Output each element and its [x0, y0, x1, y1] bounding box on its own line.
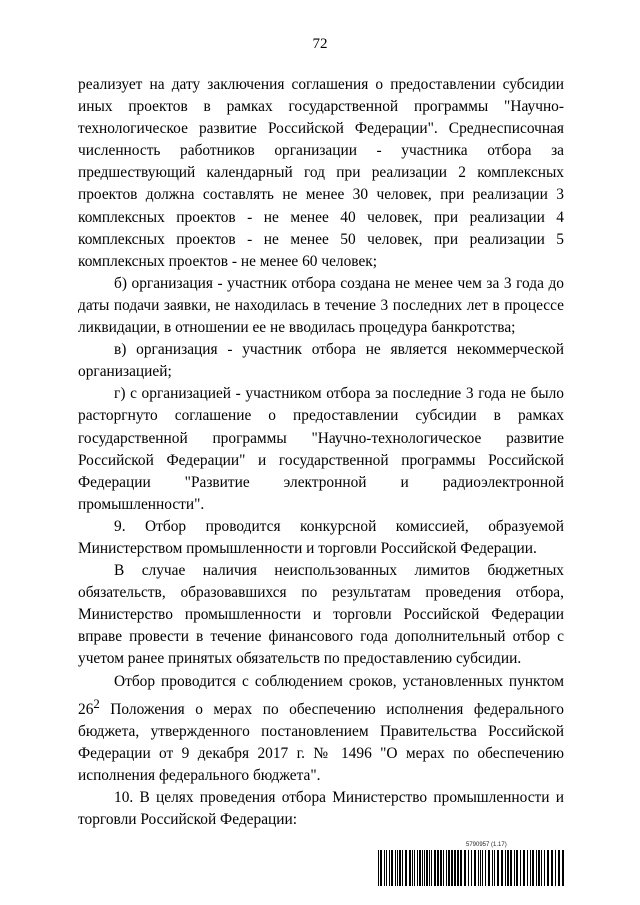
paragraph-terms-superscript: 2: [93, 696, 100, 711]
document-barcode: [378, 842, 566, 886]
paragraph-10: 10. В целях проведения отбора Министерство промышленности и торговли Российской Федерации:: [78, 789, 564, 829]
paragraph-terms-before: Отбор проводится с соблюдением сроков, установленных пунктом 26: [78, 672, 564, 718]
page-number: 72: [312, 36, 328, 52]
paragraph-terms: [78, 671, 564, 788]
paragraph-terms-after: Положения о мерах по обеспечению исполнения федерального бюджета, утвержденного постановлением Правительства Российской Федерации от 9 декабря 2017 г. № 1496 "О мерах по обеспечению исполнения федерального бюджета".: [78, 700, 564, 785]
barcode-label: 5790957 (1.17): [466, 842, 507, 848]
paragraph-b: б) организация - участник отбора создана не менее чем за 3 года до даты подачи заявки, не находилась в течение 3 последних лет в процессе ликвидации, в отношении ее не вводилась процедура банкротства;: [78, 274, 564, 337]
barcode-graphic: [378, 850, 566, 886]
paragraph-unused-limits: В случае наличия неиспользованных лимитов бюджетных обязательств, образовавшихся по результатам проведения отбора, Министерство промышленности и торговли Российской Федерации вправе провести в течение финансового года дополнительный отбор с учетом ранее принятых обязательств по предоставлению субсидии.: [78, 562, 564, 668]
document-body: [78, 74, 564, 831]
paragraph-1: реализует на дату заключения соглашения о предоставлении субсидии иных проектов в рамках государственной программы "Научно-технологическое развитие Российской Федерации". Среднесписочная численность работников организации - участника отбора за предшествующий календарный год при реализации 2 комплексных проектов должна составлять не менее 30 человек, при реализации 3 комплексных проектов - не менее 40 человек, при реализации 4 комплексных проектов - не менее 50 человек, при реализации 5 комплексных проектов - не менее 60 человек;: [78, 76, 564, 270]
paragraph-g: г) с организацией - участником отбора за последние 3 года не было расторгнуто соглашение о предоставлении субсидии в рамках государственной программы "Научно-технологическое развитие Российской Федерации" и государственной программы Российской Федерации "Развитие электронной и радиоэлектронной промышленности".: [78, 385, 564, 513]
paragraph-v: в) организация - участник отбора не является некоммерческой организацией;: [78, 341, 564, 381]
paragraph-9: 9. Отбор проводится конкурсной комиссией, образуемой Министерством промышленности и торговли Российской Федерации.: [78, 517, 564, 557]
